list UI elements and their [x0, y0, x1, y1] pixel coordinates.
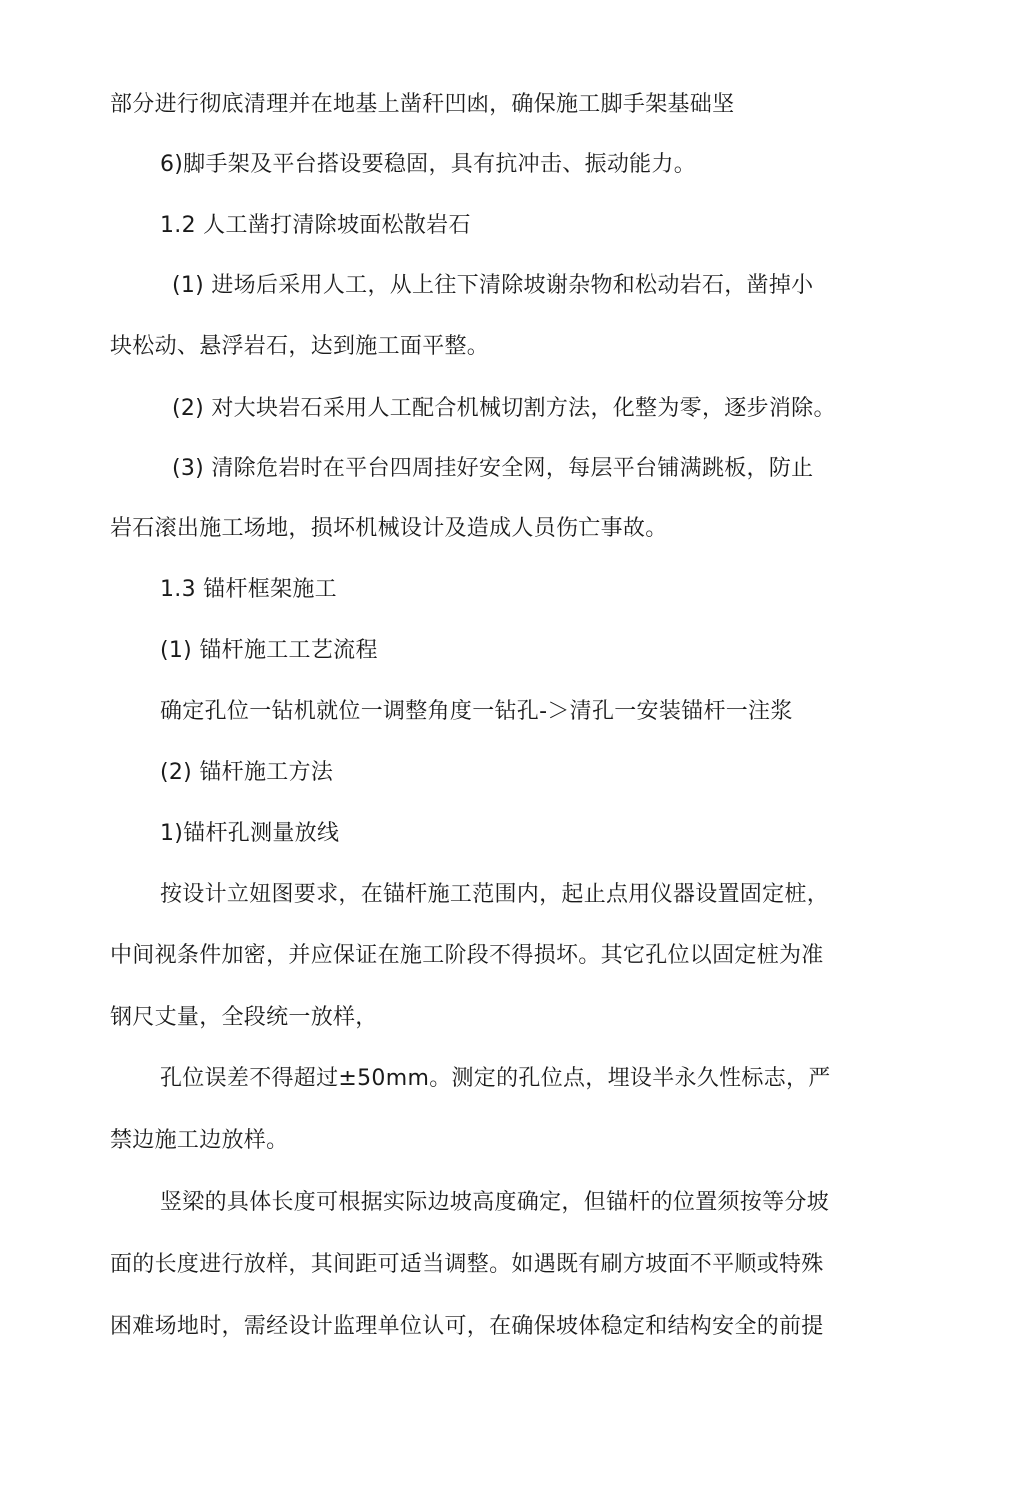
text-line-20: 面的长度进行放样，其间距可适当调整。如遇既有刷方坡面不平顺或特殊: [110, 1252, 824, 1277]
text-line-4: (1) 进场后采用人工，从上往下清除坡谢杂物和松动岩石，凿掉小: [172, 273, 814, 298]
text-line-15: 中间视条件加密，并应保证在施工阶段不得损坏。其它孔位以固定桩为准: [110, 943, 824, 968]
text-line-16: 钢尺丈量，全段统一放样，: [110, 1005, 378, 1030]
text-line-11: 确定孔位一钻机就位一调整角度一钻孔-＞清孔一安装锚杆一注浆: [160, 699, 793, 724]
section-heading-1-2: 1.2 人工凿打清除坡面松散岩石: [160, 213, 471, 238]
text-line-8: 岩石滚出施工场地，损坏机械设计及造成人员伤亡事故。: [110, 516, 668, 541]
text-line-6: (2) 对大块岩石采用人工配合机械切割方法，化整为零，逐步消除。: [172, 396, 836, 421]
text-line-12: (2) 锚杆施工方法: [160, 760, 334, 785]
text-line-19: 竖梁的具体长度可根据实际边坡高度确定，但锚杆的位置须按等分坡: [160, 1190, 830, 1215]
text-line-13: 1)锚杆孔测量放线: [160, 821, 340, 846]
text-line-10: (1) 锚杆施工工艺流程: [160, 638, 378, 663]
text-line-14: 按设计立妞图要求，在锚杆施工范围内，起止点用仪器设置固定桩，: [160, 882, 830, 907]
text-line-21: 困难场地时，需经设计监理单位认可，在确保坡体稳定和结构安全的前提: [110, 1314, 824, 1339]
text-line-17: 孔位误差不得超过±50mm。测定的孔位点，埋设半永久性标志，严: [160, 1066, 831, 1091]
text-line-5: 块松动、悬浮岩石，达到施工面平整。: [110, 334, 490, 359]
text-line-7: (3) 清除危岩时在平台四周挂好安全网，每层平台铺满跳板，防止: [172, 456, 814, 481]
text-line-2: 6)脚手架及平台搭设要稳固，具有抗冲击、振动能力。: [160, 152, 697, 177]
text-line-1: 部分进行彻底清理并在地基上凿秆凹凼，确保施工脚手架基础坚: [110, 92, 735, 117]
text-line-18: 禁边施工边放样。: [110, 1128, 289, 1153]
section-heading-1-3: 1.3 锚杆框架施工: [160, 577, 337, 602]
